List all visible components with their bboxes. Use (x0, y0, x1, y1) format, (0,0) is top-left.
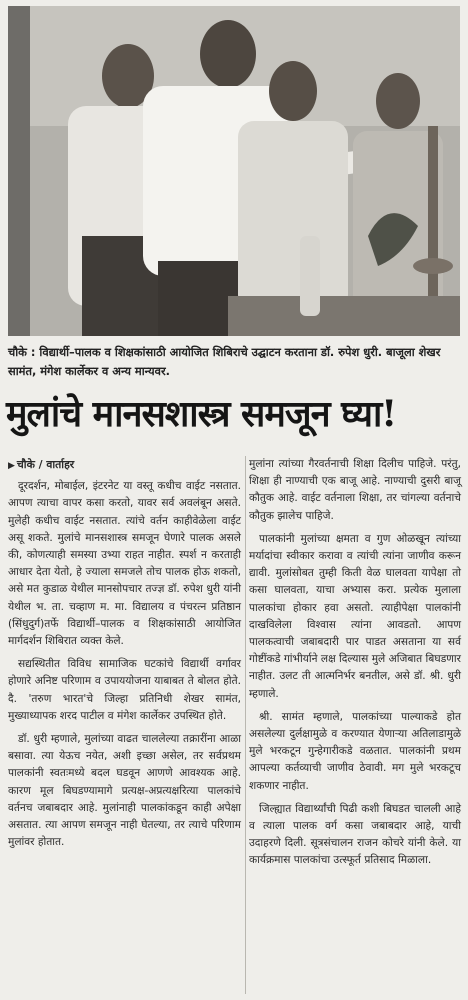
paragraph: श्री. सामंत म्हणाले, पालकांच्या पाल्याकडे होत असलेल्या दुर्लक्षामुळे व करण्यात येणाऱ्या अतिलाडामुळे मुले भरकटून गुन्हेगारीकडे वळतात. पालकांनी प्रथम आपल्या कर्तव्याची जाणीव ठेवावी. मग मुले भरकटूच शकणार नाहीत. (249, 710, 461, 792)
paragraph: जिल्ह्यात विद्यार्थ्यांची पिढी कशी बिघडत चालली आहे व त्याला पालक वर्ग कसा जबाबदार आहे, याची उदाहरणे दिली. सूत्रसंचालन राजन कोचरे यांनी केले. या कार्यक्रमास पालकांचा उत्स्फूर्त प्रतिसाद मिळाला. (249, 802, 461, 867)
photo-illustration (8, 6, 460, 336)
event-photo (8, 6, 460, 336)
triangle-right-icon: ▶ (8, 461, 15, 471)
dateline-text: चौके / वार्ताहर (16, 458, 75, 471)
headline: मुलांचे मानसशास्त्र समजून घ्या! (6, 393, 397, 435)
photo-caption (8, 343, 460, 381)
paragraph: सद्यस्थितीत विविध सामाजिक घटकांचे विद्यार्थी वर्गावर होणारे अनिष्ट परिणाम व उपाययोजना याबाबत ते बोलत होते. दै. 'तरुण भारत'चे जिल्हा प्रतिनिधी शेखर सामंत, मुख्याध्यापक शरद पाटील व मंगेश कार्लेकर उपस्थित होते. (8, 658, 241, 722)
paragraph: दूरदर्शन, मोबाईल, इंटरनेट या वस्तू कधीच वाईट नसतात. आपण त्याचा वापर कसा करतो, यावर सर्व अवलंबून असते. मुलेही कधीच वाईट नसतात. त्यांचे वर्तन काहीवेळेला वाईट असू शकते. मुलांचे मानसशास्त्र समजून घेणारे पालक असले की, कोणत्याही समस्या उभ्या राहत नाहीत. स्पर्श न करताही आधार देता येतो, हे ज्याला समजले तोच पालक होऊ शकतो, असे मत कुडाळ येथील मानसोपचार तज्ज्ञ डॉ. रुपेश धुरी यांनी येथील भ. ता. चव्हाण म. मा. विद्यालय व पंचरत्न प्रतिष्ठान (सिंधुदुर्ग)तर्फे विद्यार्थी–पालक व शिक्षकांसाठी आयोजित मार्गदर्शन शिबिरात व्यक्त केले. (8, 480, 241, 648)
paragraph: पालकांनी मुलांच्या क्षमता व गुण ओळखून त्यांच्या मर्यादांचा स्वीकार करावा व त्यांची त्यांना जाणीव करून द्यावी. मुलांसोबत तुम्ही किती वेळ घालवता यापेक्षा तो कसा घालवता, याचा अभ्यास करा. प्रत्येक मुलाला पालकांचा होकार हवा असतो. त्याहीपेक्षा पालकांनी दाखविलेला विश्वास त्यांना आवडतो. आपण पालकत्वाची जबाबदारी पार पाडत असताना या सर्व गोष्टींकडे गांभीर्याने लक्ष दिल्यास मुले अजिबात बिघडणार नाहीत. उलट ती आत्मनिर्भर बनतील, असे डॉ. श्री. धुरी म्हणाले. (249, 532, 461, 700)
column-divider (245, 456, 246, 994)
paragraph: मुलांना त्यांच्या गैरवर्तनाची शिक्षा दिलीच पाहिजे. परंतु, शिक्षा ही नाण्याची एक बाजू आहे. नाण्याची दुसरी बाजू कौतुक आहे. वाईट वर्तनाला शिक्षा, तर चांगल्या वर्तनाचे कौतुक झालेच पाहिजे. (249, 458, 461, 522)
caption-lead: चौके : (8, 345, 36, 359)
dateline (8, 456, 241, 475)
article-column-right (249, 456, 461, 876)
paragraph: डॉ. धुरी म्हणाले, मुलांच्या वाढत चाललेल्या तक्रारींना आळा बसावा. त्या येऊच नयेत, अशी इच्छा असेल, तर सर्वप्रथम पालकांनी स्वतःमध्ये बदल घडवून आणणे आवश्यक आहे. कारण मूल बिघडण्यामागे प्रत्यक्ष-अप्रत्यक्षरित्या पालकांचे वर्तनच जबाबदार आहे. मुलांनाही पालकांकडून काही अपेक्षा असतात. त्या आपण समजून नाही घेतल्या, तर त्याचे परिणाम मुलांवर होतात. (8, 733, 241, 849)
caption-text: विद्यार्थी–पालक व शिक्षकांसाठी आयोजित शिबिराचे उद्घाटन करताना डॉ. रुपेश धुरी. बाजूला शेखर सामंत, मंगेश कार्लेकर व अन्य मान्यवर. (8, 345, 441, 378)
article-column-left (8, 456, 241, 857)
